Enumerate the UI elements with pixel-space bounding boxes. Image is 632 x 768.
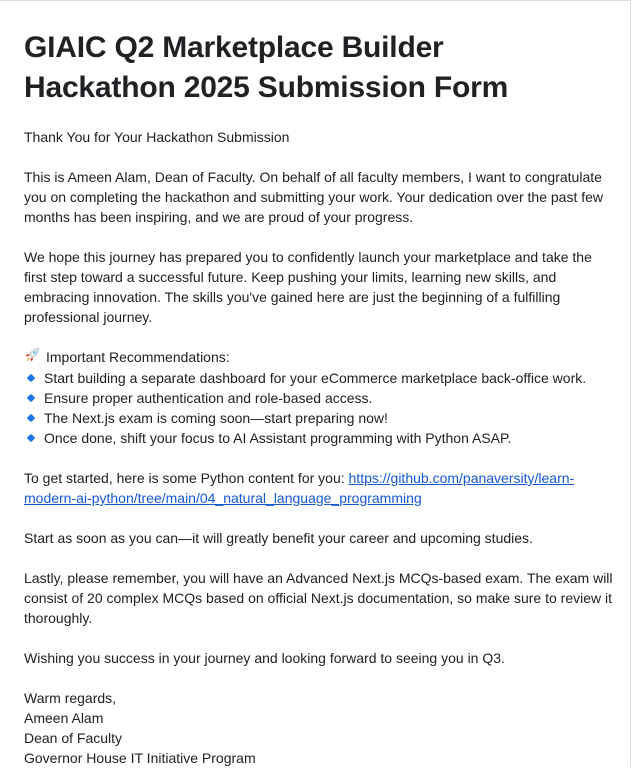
recommendations-section <box>24 347 614 448</box>
rocket-icon <box>24 347 40 368</box>
intro-paragraph: This is Ameen Alam, Dean of Faculty. On behalf of all faculty members, I want to congratulate you on completing the hackathon and submitting your work. Your dedication over the past few months has been inspiring, and we are proud of your progress. <box>24 169 604 225</box>
recommendation-text: Ensure proper authentication and role-based access. <box>44 390 373 406</box>
journey-paragraph: We hope this journey has prepared you to confidently launch your marketplace and take the first step toward a successful future. Keep pushing your limits, learning new skills, and embracing innovation. The skills you've gained here are just the beginning of a fulfilling professional journey. <box>24 249 592 325</box>
start-paragraph: Start as soon as you can—it will greatly benefit your career and upcoming studies. <box>24 530 533 546</box>
form-title <box>24 28 614 108</box>
thanks-text: Thank You for Your Hackathon Submission <box>24 129 290 145</box>
recommendations-heading-row <box>24 347 614 368</box>
blue-diamond-icon <box>27 434 35 442</box>
blue-diamond-icon <box>27 374 35 382</box>
python-intro-text: To get started, here is some Python content for you: <box>24 470 349 486</box>
recommendation-text: The Next.js exam is coming soon—start preparing now! <box>44 410 388 426</box>
signature-closing: Warm regards, <box>24 690 117 706</box>
recommendation-item <box>24 408 614 428</box>
form-title-line2: Hackathon 2025 Submission Form <box>24 71 509 104</box>
recommendation-item <box>24 388 614 408</box>
form-content <box>24 28 614 768</box>
recommendation-text: Start building a separate dashboard for your eCommerce marketplace back-office work. <box>44 370 587 386</box>
blue-diamond-icon <box>27 414 35 422</box>
wishes-paragraph: Wishing you success in your journey and looking forward to seeing you in Q3. <box>24 650 505 666</box>
signature-org: Governor House IT Initiative Program <box>24 750 256 766</box>
recommendations-heading: Important Recommendations: <box>46 349 230 365</box>
python-content-link[interactable]: https://github.com/panaversity/learn-modern-ai-python/tree/main/04_natural_language_programming <box>24 470 575 506</box>
exam-paragraph: Lastly, please remember, you will have an Advanced Next.js MCQs-based exam. The exam will consist of 20 complex MCQs based on official Next.js documentation, so make sure to review it thoroughly. <box>24 570 613 626</box>
signature-name: Ameen Alam <box>24 710 104 726</box>
form-description <box>24 127 614 768</box>
recommendation-item <box>24 428 614 448</box>
recommendation-item <box>24 368 614 388</box>
python-content-paragraph <box>24 468 614 508</box>
signature-block <box>24 688 614 768</box>
form-title-line1: GIAIC Q2 Marketplace Builder <box>24 31 444 64</box>
signature-role: Dean of Faculty <box>24 730 123 746</box>
blue-diamond-icon <box>27 394 35 402</box>
recommendation-text: Once done, shift your focus to AI Assistant programming with Python ASAP. <box>44 430 512 446</box>
